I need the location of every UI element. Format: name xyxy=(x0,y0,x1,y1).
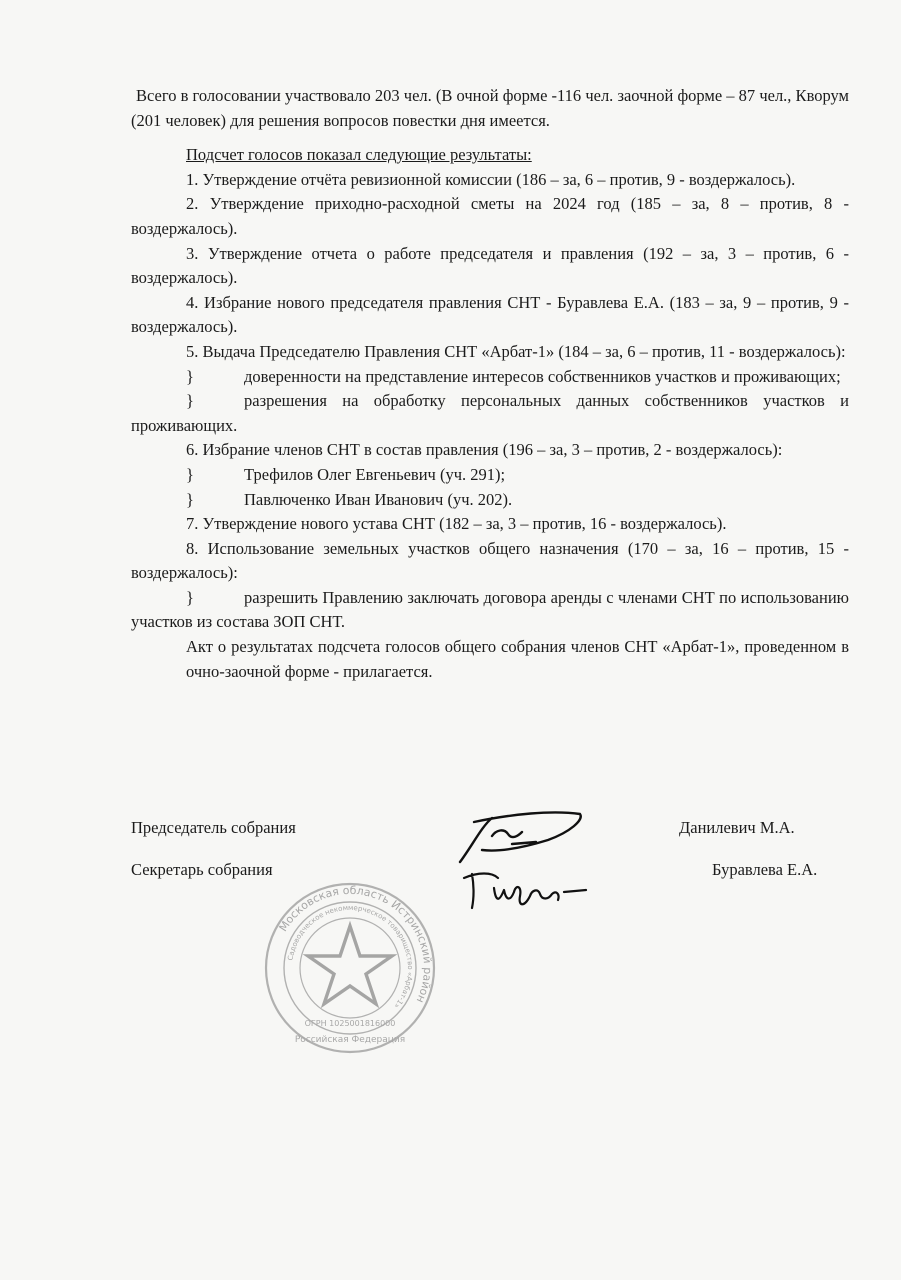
item-7: 7. Утверждение нового устава СНТ (182 – за, 3 – против, 16 - воздержалось). xyxy=(186,514,727,534)
item-5: 5. Выдача Председателю Правления СНТ «Арбат-1» (184 – за, 6 – против, 11 - воздержалось): xyxy=(186,341,846,361)
bullet-mark: } xyxy=(186,366,194,386)
stamp-outer-text: Московская область Истринский район xyxy=(276,883,435,1005)
item-8: 8. Использование земельных участков общего назначения (170 – за, 16 – против, 15 - воздержалось): xyxy=(131,538,849,583)
results-heading: Подсчет голосов показал следующие результаты: xyxy=(186,145,532,165)
act-paragraph: Акт о результатах подсчета голосов общего собрания членов СНТ «Арбат-1», проведенном в очно-заочной форме - прилагается. xyxy=(186,637,849,681)
item-2: 2. Утверждение приходно-расходной сметы на 2024 год (185 – за, 8 – против, 8 - воздержалось). xyxy=(131,194,849,238)
chair-signature xyxy=(452,806,592,868)
chair-name: Данилевич М.А. xyxy=(679,818,795,837)
secretary-signature xyxy=(460,864,595,914)
chair-label: Председатель собрания xyxy=(131,818,296,837)
item-5-bullet-1 xyxy=(131,365,849,390)
bullet-mark: } xyxy=(186,391,194,411)
stamp-seal xyxy=(262,880,438,1056)
bullet-mark: } xyxy=(186,464,194,484)
item-8-bullet-1 xyxy=(131,586,849,635)
intro-paragraph: Всего в голосовании участвовало 203 чел. (В очной форме -116 чел. заочной форме – 87 чел., Кворум (201 человек) для решения вопросов повестки дня имеется. xyxy=(131,86,849,130)
document-body xyxy=(131,84,849,684)
item-5-bullet-2-text: разрешения на обработку персональных данных собственников участков и проживающих. xyxy=(131,391,849,435)
secretary-name: Буравлева Е.А. xyxy=(712,860,818,879)
item-4: 4. Избрание нового председателя правления СНТ - Буравлева Е.А. (183 – за, 9 – против, 9 - воздержалось). xyxy=(131,292,849,337)
item-3: 3. Утверждение отчета о работе председателя и правления (192 – за, 3 – против, 6 - воздержалось). xyxy=(131,243,849,288)
bullet-mark: } xyxy=(186,489,194,509)
item-8-bullet-1-text: разрешить Правлению заключать договора аренды с членами СНТ по использованию участков из состава ЗОП СНТ. xyxy=(131,587,849,632)
item-6-bullet-1 xyxy=(131,463,849,488)
bullet-mark: } xyxy=(186,587,194,607)
item-5-bullet-2 xyxy=(131,389,849,438)
item-6-bullet-1-text: Трефилов Олег Евгеньевич (уч. 291); xyxy=(244,464,506,484)
secretary-label: Секретарь собрания xyxy=(131,860,273,879)
item-6-bullet-2 xyxy=(131,488,849,513)
item-6-bullet-2-text: Павлюченко Иван Иванович (уч. 202). xyxy=(244,489,513,509)
stamp-country: Российская Федерация xyxy=(294,1035,406,1045)
item-5-bullet-1-text: доверенности на представление интересов собственников участков и проживающих; xyxy=(244,366,841,386)
stamp-middle-text: Садоводческое некоммерческое товарищество «Арбат-1» xyxy=(286,903,415,1010)
stamp-ogrn: ОГРН 1025001816000 xyxy=(304,1019,396,1028)
item-6: 6. Избрание членов СНТ в состав правления (196 – за, 3 – против, 2 - воздержалось): xyxy=(186,440,783,460)
item-1: 1. Утверждение отчёта ревизионной комиссии (186 – за, 6 – против, 9 - воздержалось). xyxy=(186,169,796,189)
